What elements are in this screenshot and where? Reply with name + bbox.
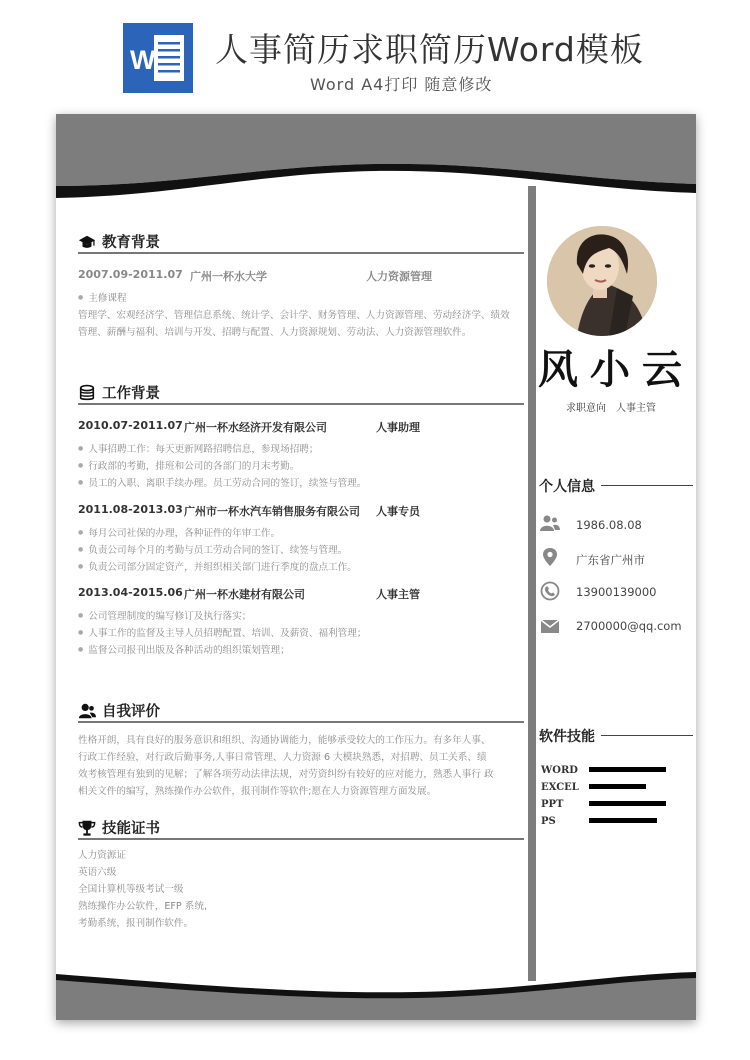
work-title: 工作背景: [102, 386, 160, 402]
education-school: 广州一杯水大学: [190, 270, 267, 283]
avatar: [547, 226, 657, 336]
software-rule: [601, 735, 693, 736]
trophy-icon: [78, 819, 96, 837]
job-company: 广州市一杯水汽车销售服务有限公司: [184, 505, 360, 518]
self-eval-line: 行政工作经验，对行政后勤事务,人事日常管理、人力资源 6 大模块熟悉，对招聘、员工关系、绩: [78, 752, 487, 763]
cert-item: 熟练操作办公软件，EFP 系统,: [78, 901, 207, 912]
certs-title: 技能证书: [102, 821, 160, 837]
cert-item: 英语六级: [78, 867, 117, 878]
email: 2700000@qq.com: [576, 619, 682, 633]
skill-bar-excel: [589, 784, 646, 789]
users-icon: [540, 514, 560, 534]
skill-name: PS: [541, 816, 556, 827]
address: 广东省广州市: [576, 553, 645, 567]
job-period: 2011.08-2013.03: [78, 503, 183, 516]
skill-bar-ps: [589, 818, 657, 823]
person-icon: [78, 702, 96, 720]
job-bullet: ● 行政部的考勤，排班和公司的各部门的月末考勤。: [78, 458, 299, 476]
skill-bar-ppt: [589, 801, 666, 806]
course-label: ● 主修课程: [78, 290, 127, 308]
job-bullet: ● 负责公司部分固定资产，并组织相关部门进行季度的盘点工作。: [78, 559, 357, 577]
education-title: 教育背景: [102, 235, 160, 251]
self-eval-title: 自我评价: [102, 704, 160, 720]
resume-page: [56, 114, 696, 1020]
job-position: 人事助理: [376, 421, 420, 434]
database-icon: [78, 384, 96, 402]
job-bullet: ● 负责公司每个月的考勤与员工劳动合同的签订、续签与管理。: [78, 542, 347, 560]
phone-icon: [540, 581, 560, 601]
job-bullet: ● 公司管理制度的编写修订及执行落实；: [78, 608, 251, 626]
certs-header: [78, 818, 524, 840]
job-position: 人事主管: [376, 588, 420, 601]
mail-icon: [540, 616, 560, 636]
skill-name: PPT: [541, 799, 564, 810]
education-major: 人力资源管理: [366, 270, 432, 283]
intent-label: 求职意向: [566, 403, 606, 414]
education-header: [78, 232, 524, 254]
personal-info-title: 个人信息: [539, 479, 595, 495]
top-wave-decoration: [56, 114, 696, 204]
phone-number: 13900139000: [576, 585, 657, 599]
job-bullet: ● 每月公司社保的办理，各种证件的年审工作。: [78, 525, 280, 543]
software-title: 软件技能: [539, 729, 595, 745]
personal-info-header: [539, 476, 694, 494]
job-intent: [566, 399, 656, 414]
education-period: 2007.09-2011.07: [78, 268, 183, 281]
graduation-cap-icon: [78, 233, 96, 251]
cert-item: 考勤系统，报刊制作软件。: [78, 918, 194, 929]
job-position: 人事专员: [376, 505, 420, 518]
self-eval-line: 效考核管理有独到的见解；了解各项劳动法律法规，对劳资纠纷有较好的应对能力，熟悉人事行 政: [78, 769, 494, 780]
self-eval-header: [78, 701, 524, 723]
banner-subtitle: Word A4打印 随意修改: [310, 75, 493, 94]
job-bullet: ● 人事招聘工作：每天更新网路招聘信息，参现场招聘；: [78, 441, 319, 459]
course-text: 管理学、宏观经济学、管理信息系统、统计学、会计学、财务管理、人力资源管理、劳动经济学、绩效管理、薪酬与福利、培训与开发、招聘与配置、人力资源规划、劳动法、人力资源管理软件。: [78, 310, 510, 338]
personal-info-rule: [601, 485, 693, 486]
job-period: 2010.07-2011.07: [78, 419, 183, 432]
job-company: 广州一杯水经济开发有限公司: [184, 421, 327, 434]
cert-item: 全国计算机等级考试一级: [78, 884, 184, 895]
birth-date: 1986.08.08: [576, 518, 642, 532]
candidate-name: 风小云: [538, 347, 694, 393]
skill-name: EXCEL: [541, 782, 579, 793]
job-bullet: ● 监督公司报刊出版及各种活动的组织策划管理；: [78, 642, 290, 660]
skill-name: WORD: [541, 765, 578, 776]
skill-bar-word: [589, 767, 666, 772]
self-eval-line: 性格开朗，具有良好的服务意识和组织、沟通协调能力，能够承受较大的工作压力。有多年人事、: [78, 735, 491, 746]
job-bullet: ● 员工的入职、离职手续办理。员工劳动合同的签订，续签与管理。: [78, 475, 366, 493]
avatar-portrait-icon: [547, 226, 657, 336]
work-header: [78, 383, 524, 405]
word-logo-letter: W: [130, 45, 156, 75]
banner-title: 人事简历求职简历Word模板: [215, 30, 644, 69]
bottom-wave-decoration: [56, 966, 696, 1020]
word-doc-icon: [123, 23, 193, 93]
software-header: [539, 726, 694, 744]
intent-value: 人事主管: [616, 403, 656, 414]
job-period: 2013.04-2015.06: [78, 586, 183, 599]
location-pin-icon: [540, 547, 560, 567]
job-company: 广州一杯水建材有限公司: [184, 588, 305, 601]
column-divider: [528, 186, 536, 981]
job-bullet: ● 人事工作的监督及主导人员招聘配置、培训、及薪资、福利管理；: [78, 625, 366, 643]
self-eval-line: 相关文件的编写，熟练操作办公软件，报刊制作等软件;愿在人力资源管理方面发展。: [78, 786, 437, 797]
banner: [0, 0, 750, 112]
cert-item: 人力资源证: [78, 850, 126, 861]
